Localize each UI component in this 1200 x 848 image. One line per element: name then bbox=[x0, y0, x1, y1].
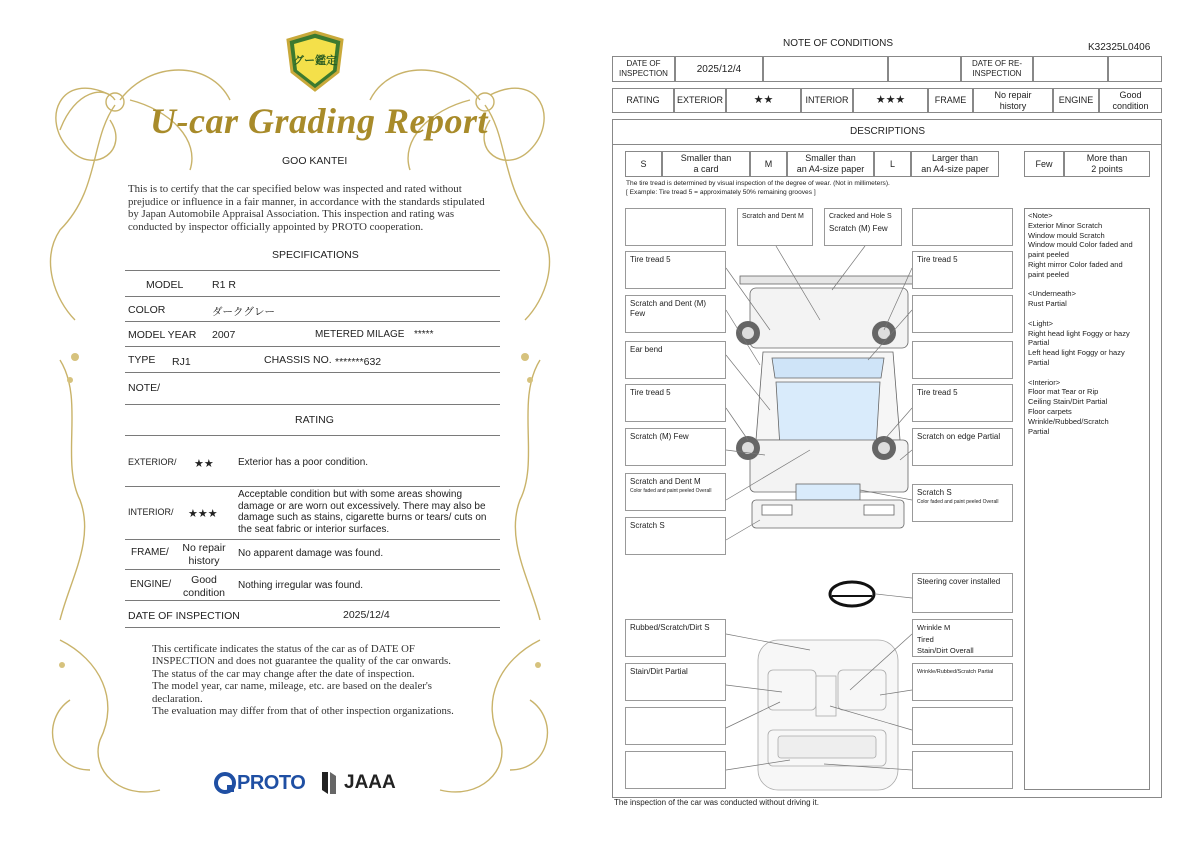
condition-box bbox=[625, 428, 726, 466]
divider bbox=[125, 539, 500, 540]
condition-subtext: Color faded and paint peeled Overall bbox=[630, 488, 712, 494]
exterior-stars: ★★ bbox=[194, 458, 214, 470]
condition-box bbox=[625, 251, 726, 289]
divider bbox=[125, 486, 500, 487]
engine-description: Nothing irregular was found. bbox=[238, 580, 364, 591]
frame-label-text: FRAME bbox=[934, 95, 967, 105]
interior-label-text: INTERIOR bbox=[805, 95, 849, 105]
inspection-date: 2025/12/4 bbox=[343, 609, 390, 621]
noc-title: NOTE OF CONDITIONS bbox=[783, 38, 893, 49]
condition-box-empty bbox=[625, 751, 726, 789]
notes-list bbox=[1028, 211, 1146, 436]
report-subtitle: GOO KANTEI bbox=[282, 155, 348, 167]
note-line: <Note> bbox=[1028, 211, 1053, 220]
condition-subtext: Color faded and paint peeled Overall bbox=[917, 499, 999, 505]
interior-desc-line: damage or are worn out excessively. There may also be bbox=[238, 500, 486, 512]
chassis-value: *******632 bbox=[335, 356, 382, 368]
interior-description bbox=[238, 489, 486, 535]
divider bbox=[125, 435, 500, 436]
steering-wheel-icon bbox=[830, 582, 874, 606]
condition-text: Steering cover installed bbox=[917, 577, 1001, 586]
note-line bbox=[1028, 309, 1146, 319]
note-line: Partial bbox=[1028, 338, 1050, 348]
exterior-label-text: EXTERIOR bbox=[676, 95, 723, 105]
note-line: Floor mat Tear or Rip bbox=[1028, 387, 1099, 397]
descriptions-heading: DESCRIPTIONS bbox=[850, 126, 926, 137]
mileage-value: ***** bbox=[414, 329, 434, 340]
condition-text: Tire tread 5 bbox=[917, 388, 958, 397]
model-label: MODEL bbox=[146, 279, 184, 291]
engine-value-line: condition bbox=[182, 586, 226, 599]
note-line bbox=[1028, 280, 1146, 290]
condition-box bbox=[625, 473, 726, 511]
condition-box bbox=[912, 251, 1013, 289]
color-label: COLOR bbox=[128, 304, 166, 316]
condition-text: Wrinkle M bbox=[917, 623, 951, 632]
note-line: Rust Partial bbox=[1028, 299, 1067, 309]
legend-few-text: Few bbox=[1035, 158, 1053, 169]
legend-desc-line: 2 points bbox=[1091, 164, 1123, 174]
interior-desc-line: damage such as stains, cigarette burns or tears/ cuts on bbox=[238, 512, 487, 524]
frame-value-line: history bbox=[188, 554, 220, 567]
legend-desc-line: More than bbox=[1086, 153, 1128, 163]
notes-panel bbox=[1024, 208, 1150, 790]
note-line: <Interior> bbox=[1028, 377, 1061, 387]
divider bbox=[125, 404, 500, 405]
model-year-value: 2007 bbox=[212, 329, 236, 341]
note-line: Window mould Color faded and bbox=[1028, 240, 1133, 250]
divider bbox=[125, 569, 500, 570]
note-line: <Underneath> bbox=[1028, 289, 1076, 299]
color-value: ダークグレー bbox=[212, 306, 275, 318]
condition-text: Scratch and Dent M bbox=[742, 213, 804, 220]
legend-desc-line: Larger than bbox=[931, 153, 979, 163]
condition-text: Scratch S bbox=[630, 521, 665, 530]
condition-box bbox=[625, 384, 726, 422]
interior-rating-text: ★★★ bbox=[875, 94, 906, 106]
noc-footer: The inspection of the car was conducted without driving it. bbox=[614, 798, 819, 807]
condition-box bbox=[625, 517, 726, 555]
condition-box bbox=[912, 663, 1013, 701]
divider bbox=[125, 346, 500, 347]
condition-box bbox=[912, 573, 1013, 613]
footer-line: declaration. bbox=[152, 692, 203, 705]
condition-text: Wrinkle/Rubbed/Scratch Partial bbox=[917, 669, 994, 675]
engine-label: ENGINE/ bbox=[130, 579, 172, 590]
footer-line: The status of the car may change after the date of inspection. bbox=[152, 667, 415, 680]
tire-note-line: [ Example: Tire tread 5 = approximately 50% remaining grooves ] bbox=[626, 188, 816, 196]
condition-text: Scratch and Dent (M) Few bbox=[630, 299, 707, 318]
model-year-label: MODEL YEAR bbox=[128, 329, 197, 341]
note-line: <Light> bbox=[1028, 318, 1054, 328]
condition-text: Scratch on edge Partial bbox=[917, 432, 1001, 441]
exterior-description: Exterior has a poor condition. bbox=[238, 457, 369, 468]
note-line: Right head light Foggy or hazy bbox=[1028, 328, 1130, 338]
note-line bbox=[1028, 368, 1146, 378]
condition-text: Tired bbox=[917, 634, 934, 644]
frame-value-line: No repair bbox=[994, 89, 1032, 100]
condition-text: Rubbed/Scratch/Dirt S bbox=[630, 623, 710, 632]
condition-text: Scratch (M) Few bbox=[829, 224, 888, 233]
note-line: Right mirror Color faded and bbox=[1028, 259, 1123, 269]
condition-text: Tire tread 5 bbox=[917, 255, 958, 264]
intro-line: This is to certify that the car specified below was inspected and rated without bbox=[128, 183, 462, 195]
condition-box bbox=[912, 428, 1013, 466]
goo-kantei-badge bbox=[286, 30, 344, 92]
legend-desc-line: an A4-size paper bbox=[796, 164, 865, 174]
intro-line: prejudice or influence in a fair manner, in accordance with the standards stipulated bbox=[128, 195, 485, 208]
interior-stars: ★★★ bbox=[188, 508, 218, 520]
note-line: Left head light Foggy or hazy bbox=[1028, 348, 1125, 358]
divider bbox=[125, 600, 500, 601]
note-line: Floor carpets bbox=[1028, 406, 1072, 416]
interior-desc-line: the seat fabric or interior surfaces. bbox=[238, 523, 390, 535]
intro-line: by Japan Automobile Appraisal Association. This inspection and rating was bbox=[128, 208, 455, 220]
specifications-heading: SPECIFICATIONS bbox=[272, 249, 359, 261]
note-line: Exterior Minor Scratch bbox=[1028, 220, 1103, 230]
condition-text: Tire tread 5 bbox=[630, 388, 671, 397]
condition-box bbox=[912, 619, 1013, 657]
date-inspection-text: 2025/12/4 bbox=[696, 63, 742, 75]
condition-text: Scratch and Dent M bbox=[630, 477, 701, 486]
legend-desc-line: a card bbox=[693, 164, 719, 174]
note-line: Partial bbox=[1028, 357, 1050, 367]
condition-box-empty bbox=[912, 751, 1013, 789]
legend-l-text: L bbox=[889, 158, 895, 169]
divider bbox=[125, 372, 500, 373]
frame-value bbox=[176, 542, 232, 567]
condition-box bbox=[625, 341, 726, 379]
condition-box-empty bbox=[625, 707, 726, 745]
condition-box-empty bbox=[625, 208, 726, 246]
note-line: Ceiling Stain/Dirt Partial bbox=[1028, 397, 1108, 407]
engine-value-line: Good bbox=[191, 574, 217, 586]
date-inspection-label-text: DATE OF INSPECTION bbox=[619, 59, 668, 78]
footer-line: INSPECTION and does not guarantee the quality of the car onwards. bbox=[152, 655, 451, 668]
legend-s-text: S bbox=[640, 158, 647, 169]
rating-heading: RATING bbox=[295, 414, 334, 426]
legend-desc-line: Smaller than bbox=[680, 153, 732, 163]
document-id: K32325L0406 bbox=[1088, 42, 1151, 53]
jaaa-mark-icon bbox=[318, 770, 340, 796]
condition-text: Cracked and Hole S bbox=[829, 213, 892, 220]
mileage-label: METERED MILAGE bbox=[315, 329, 405, 340]
condition-box-empty bbox=[912, 295, 1013, 333]
rating-label-text: RATING bbox=[626, 95, 660, 105]
proto-mark-icon bbox=[213, 771, 237, 795]
footer-line: The model year, car name, mileage, etc. are based on the dealer's bbox=[152, 680, 432, 693]
condition-text: Stain/Dirt Partial bbox=[630, 667, 688, 676]
chassis-label: CHASSIS NO. bbox=[264, 354, 332, 366]
engine-value-line: condition bbox=[1112, 100, 1149, 111]
legend-desc-line: Smaller than bbox=[805, 153, 856, 163]
type-label: TYPE bbox=[128, 354, 156, 366]
condition-box bbox=[824, 208, 902, 246]
certification-intro bbox=[128, 183, 485, 233]
condition-box bbox=[625, 663, 726, 701]
frame-description: No apparent damage was found. bbox=[238, 548, 384, 559]
legend-desc-line: an A4-size paper bbox=[921, 164, 989, 174]
divider bbox=[125, 321, 500, 322]
engine-value-line: Good bbox=[1119, 89, 1142, 100]
badge-text: グー鑑定 bbox=[293, 55, 337, 67]
reinspection-label-text: DATE OF RE-INSPECTION bbox=[971, 59, 1023, 78]
frame-value-line: history bbox=[999, 100, 1027, 111]
note-line: Partial bbox=[1028, 426, 1050, 436]
condition-text: Scratch (M) Few bbox=[630, 432, 689, 441]
type-value: RJ1 bbox=[172, 356, 191, 368]
note-line: Wrinkle/Rubbed/Scratch bbox=[1028, 416, 1109, 426]
condition-text: Scratch S bbox=[917, 488, 952, 497]
note-of-conditions bbox=[600, 0, 1200, 848]
footer-line: This certificate indicates the status of the car as of DATE OF bbox=[152, 643, 415, 655]
condition-box-empty bbox=[912, 208, 1013, 246]
car-exterior-outline bbox=[740, 276, 916, 528]
legend-m-text: M bbox=[764, 158, 773, 169]
condition-box bbox=[912, 484, 1013, 522]
frame-label: FRAME/ bbox=[131, 547, 169, 558]
exterior-rating-text: ★★ bbox=[753, 94, 774, 106]
divider bbox=[125, 627, 500, 628]
note-line: Window mould Scratch bbox=[1028, 230, 1105, 240]
condition-box bbox=[912, 384, 1013, 422]
intro-line: conducted by inspector officially appointed by PROTO cooperation. bbox=[128, 220, 424, 233]
condition-text: Stain/Dirt Overall bbox=[917, 646, 974, 655]
note-line: paint peeled bbox=[1028, 269, 1069, 279]
tire-note-line: The tire tread is determined by visual inspection of the degree of wear. (Not in millimeters). bbox=[626, 180, 890, 187]
divider bbox=[125, 270, 500, 271]
condition-box bbox=[625, 619, 726, 657]
proto-wordmark: PROTO bbox=[237, 771, 306, 794]
condition-box bbox=[625, 295, 726, 333]
condition-box-empty bbox=[912, 341, 1013, 379]
jaaa-logo bbox=[318, 770, 396, 796]
divider bbox=[125, 296, 500, 297]
interior-label: INTERIOR/ bbox=[128, 507, 174, 517]
note-label: NOTE/ bbox=[128, 382, 161, 394]
condition-text: Ear bend bbox=[630, 345, 663, 354]
exterior-label: EXTERIOR/ bbox=[128, 457, 177, 467]
jaaa-wordmark: JAAA bbox=[344, 772, 396, 793]
certificate-footer bbox=[152, 643, 454, 717]
note-line: paint peeled bbox=[1028, 250, 1069, 260]
inspection-date-label: DATE OF INSPECTION bbox=[128, 610, 240, 622]
report-title: U-car Grading Report bbox=[150, 101, 489, 141]
condition-box bbox=[737, 208, 813, 246]
engine-value bbox=[176, 574, 232, 599]
engine-label-text: ENGINE bbox=[1058, 95, 1094, 105]
proto-logo bbox=[213, 770, 305, 796]
condition-box-empty bbox=[912, 707, 1013, 745]
frame-value-line: No repair bbox=[182, 542, 226, 554]
footer-line: The evaluation may differ from that of other inspection organizations. bbox=[152, 705, 454, 718]
condition-text: Tire tread 5 bbox=[630, 255, 671, 264]
interior-desc-line: Acceptable condition but with some areas showing bbox=[238, 489, 463, 500]
model-value: R1 R bbox=[212, 279, 236, 291]
